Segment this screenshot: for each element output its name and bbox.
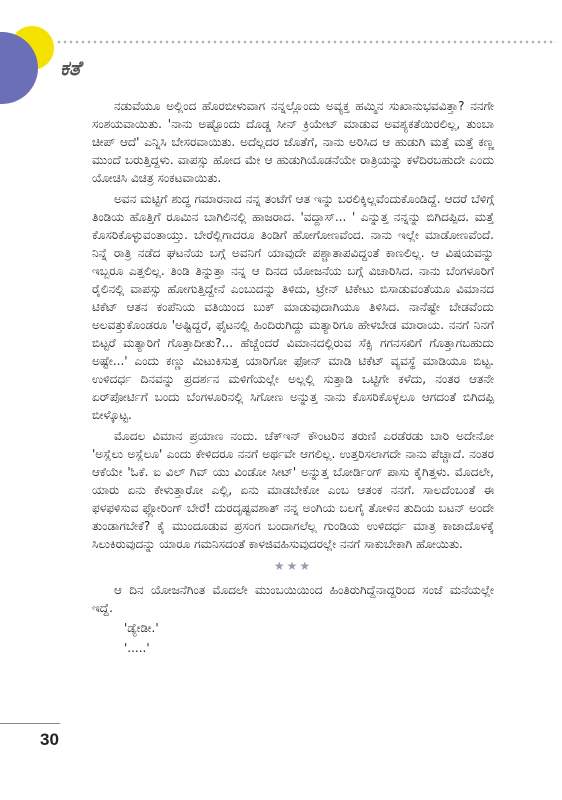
paragraph: ನಡುವೆಯೂ ಅಲ್ಲಿಂದ ಹೊರಬೀಳುವಾಗ ನನ್ನಲ್ಲೊಂದು ಅವ್ಯಕ್ತ ಹಮ್ಮಿನ ಸುಖಾನುಭವವಿತ್ತಾ? ನನಗೇ ಸಂಶಯವಾಯಿತು. 'ನಾನು ಅಷ್ಟೊಂದು ದೊಡ್ಡ ಸೀನ್ ಕ್ರಿಯೇಟ್ ಮಾಡುವ ಅವಶ್ಯಕತೆಯಿರಲಿಲ್ಲ, ತುಂಬಾ ಚೀಪ್ ಆದೆ' ಎನ್ನಿಸಿ ಬೇಸರವಾಯಿತು. ಅದೆಲ್ಲದರ ಜೊತೆಗೆ, ನಾನು ಅರಿಸಿದ ಆ ಹುಡುಗಿ ಮತ್ತೆ ಮತ್ತೆ ಕಣ್ಣ ಮುಂದೆ ಬರುತ್ತಿದ್ದಳು. ವಾಪಸ್ಸು ಹೋದ ಮೇ ಆ ಹುಡುಗಿಯೊಡನೆಯೇ ರಾತ್ರಿಯನ್ನು ಕಳೆದಿರಬಹುದೇ ಎಂದು ಯೋಚಿಸಿ ವಿಚಿತ್ರ ಸಂಕಟವಾಯಿತು.: [92, 99, 494, 185]
paragraph: ಅವನ ಮಟ್ಟಿಗೆ ಶುದ್ಧ ಗಮಾರನಾದ ನನ್ನ ತಂಟೆಗೆ ಆತ ಇನ್ನು ಬರಲಿಕ್ಕಿಲ್ಲವೆಂದುಕೊಂಡಿದ್ದೆ. ಆದರೆ ಬೆಳಿಗ್ಗೆ ತಿಂಡಿಯ ಹೊತ್ತಿಗೆ ರೂಮಿನ ಬಾಗಿಲಿನಲ್ಲಿ ಹಾಜರಾದ. 'ವದ್ದಾಸ್... ' ಎನ್ನುತ್ತ ನನ್ನನ್ನು ಬಿಗಿದಪ್ಪಿದ. ಮತ್ತೆ ಕೊಸರಿಕೊಳ್ಳುವಂತಾಯ್ತು. ಬೇರೆಲ್ಲಿಗಾದರೂ ತಿಂಡಿಗೆ ಹೋಗೋಣವೆಂದ. ನಾನು ಇಲ್ಲೇ ಮಾಡೋಣವೆಂದೆ. ನಿನ್ನೆ ರಾತ್ರಿ ನಡೆದ ಘಟನೆಯ ಬಗ್ಗೆ ಅವನಿಗೆ ಯಾವುದೇ ಪಶ್ಚಾತಾಪವಿದ್ದಂತೆ ಕಾಣಲಿಲ್ಲ. ಆ ವಿಷಯವನ್ನು ಇಬ್ಬರೂ ಎತ್ತಲಿಲ್ಲ. ತಿಂಡಿ ತಿನ್ನುತ್ತಾ ನನ್ನ ಆ ದಿನದ ಯೋಜನೆಯ ಬಗ್ಗೆ ವಿಚಾರಿಸಿದ. ನಾನು ಬೆಂಗಳೂರಿಗೆ ರೈಲಿನಲ್ಲಿ ವಾಪಸ್ಸು ಹೋಗುತ್ತಿದ್ದೇನೆ ಎಂಬುದನ್ನು ತಿಳಿದು, ಟ್ರೇನ್ ಟಿಕೇಟು ಬಿಸಾಡುವಂತೆಯೂ ವಿಮಾನದ ಟಿಕೆಟ್ ಆತನ ಕಂಪೆನಿಯ ವತಿಯಿಂದ ಬುಕ್ ಮಾಡುವುದಾಗಿಯೂ ತಿಳಿಸಿದ. ನಾನೆಷ್ಟೇ ಬೇಡವೆಂದು ಅಲವತ್ತುಕೊಂಡರೂ 'ಅಷ್ಟಿದ್ದರೆ, ಫೈಟನಲ್ಲಿ ಹಿಂದಿರುಗಿದ್ದು ಮತ್ಯಾರಿಗೂ ಹೇಳಬೇಡ ಮಾರಾಯ. ನನಗೆ ನಿನಗೆ ಬಿಟ್ಟರೆ ಮತ್ಯಾರಿಗೆ ಗೊತ್ತಾದೀತು?... ಹೆಚ್ಚೆಂದರೆ ವಿಮಾನದಲ್ಲಿರುವ ಸೆಕ್ಸಿ ಗಗನಸಖಿಗೆ ಗೊತ್ತಾಗಬಹುದು ಅಷ್ಟೇ...' ಎಂದು ಕಣ್ಣು ಮಿಟುಕಿಸುತ್ತ ಯಾರಿಗೋ ಫೋನ್ ಮಾಡಿ ಟಿಕೆಟ್ ವ್ಯವಸ್ಥೆ ಮಾಡಿಯೂ ಬಿಟ್ಟ. ಉಳಿದರ್ಧ ದಿನವನ್ನು ಪ್ರದರ್ಶನ ಮಳಿಗೆಯಲ್ಲೇ ಅಲ್ಲಲ್ಲಿ ಸುತ್ತಾಡಿ ಒಟ್ಟಿಗೇ ಕಳೆದು, ನಂತರ ಆತನೇ ಏರ್‌ಪೋರ್ಟಿಗೆ ಬಂದು ಬೆಂಗಳೂರಿನಲ್ಲಿ ಸಿಗೋಣ ಅನ್ನುತ್ತ ನಾನು ಕೊಸರಿಕೊಳ್ಳಲೂ ಆಗದಂತೆ ಬಿಗಿದಪ್ಪಿ ಬೀಳ್ಕೊಟ್ಟ.: [92, 192, 494, 422]
section-label: ಕತೆ: [60, 56, 81, 80]
dialogue-line: 'ಡ್ಯೇಡೀ.': [124, 621, 159, 635]
page-number: 30: [40, 730, 59, 749]
paragraph: ಆ ದಿನ ಯೋಜನೆಗಿಂತ ಮೊದಲೇ ಮುಂಬಯಿಯಿಂದ ಹಿಂತಿರುಗಿದ್ದೆನಾದ್ದರಿಂದ ಸಂಜೆ ಮನೆಯಲ್ಲೇ ಇದ್ದೆ.: [92, 583, 494, 615]
dialogue-line: '.....': [124, 641, 150, 655]
story-body: [92, 97, 494, 660]
dotted-header-rule: [56, 40, 556, 44]
footer-rule: [0, 723, 60, 724]
section-separator: ★★★: [273, 559, 313, 573]
paragraph: ಮೊದಲ ವಿಮಾನ ಪ್ರಯಾಣ ನಂದು. ಚೆಕ್‌ಇನ್ ಕೌಂಟರಿನ ತರುಣಿ ಎರಡೆರಡು ಬಾರಿ ಅದೇನೋ 'ಅಸ್ಲೆಲು ಅಸ್ಲೆಲೂ' ಎಂದು ಕೇಳಿದರೂ ನನಗೆ ಅರ್ಥವೇ ಆಗಲಿಲ್ಲ. ಉತ್ತರಿಸಲಾಗದೇ ನಾನು ಪೆಚ್ಚಾದೆ. ನಂತರ ಆಕೆಯೇ 'ಓಕೆ. ಐ ವಿಲ್ ಗಿವ್ ಯು ವಿಂಡೋ ಸೀಟ್' ಅನ್ನುತ್ತ ಬೋರ್ಡಿಂಗ್ ಪಾಸು ಕೈಗಿತ್ತಳು. ಮೊದಲೇ, ಯಾರು ಏನು ಕೇಳುತ್ತಾರೋ ಎಲ್ಲಿ, ಏನು ಮಾಡಬೇಕೋ ಎಂಬ ಆತಂಕ ನನಗೆ. ಸಾಲದೆಂಬಂತೆ ಈ ಫಳಫಳಿಸುವ ಫ್ಲೋರಿಂಗ್ ಬೇರೆ! ದುರದೃಷ್ಟವಶಾತ್ ನನ್ನ ಅಂಗಿಯ ಬಲಗೈ ತೋಳಿನ ತುದಿಯ ಬಟನ್ ಅಂದೇ ತುಂಡಾಗಬೇಕೆ? ಕೈ ಮುಂದೂಡುವ ಪ್ರಸಂಗ ಬಂದಾಗಲೆಲ್ಲ ಗುಂಡಿಯ ಉಳಿದರ್ಧ ಮಾತ್ರ ಕಾಜಾದೊಳಕ್ಕೆ ಸಿಲುಕಿರುವುದನ್ನು ಯಾರೂ ಗಮನಿಸದಂತೆ ಕಾಳಜಿವಹಿಸುವುದರಲ್ಲೇ ನನಗೆ ಸಾಕುಬೇಕಾಗಿ ಹೋಯಿತು.: [92, 429, 494, 551]
